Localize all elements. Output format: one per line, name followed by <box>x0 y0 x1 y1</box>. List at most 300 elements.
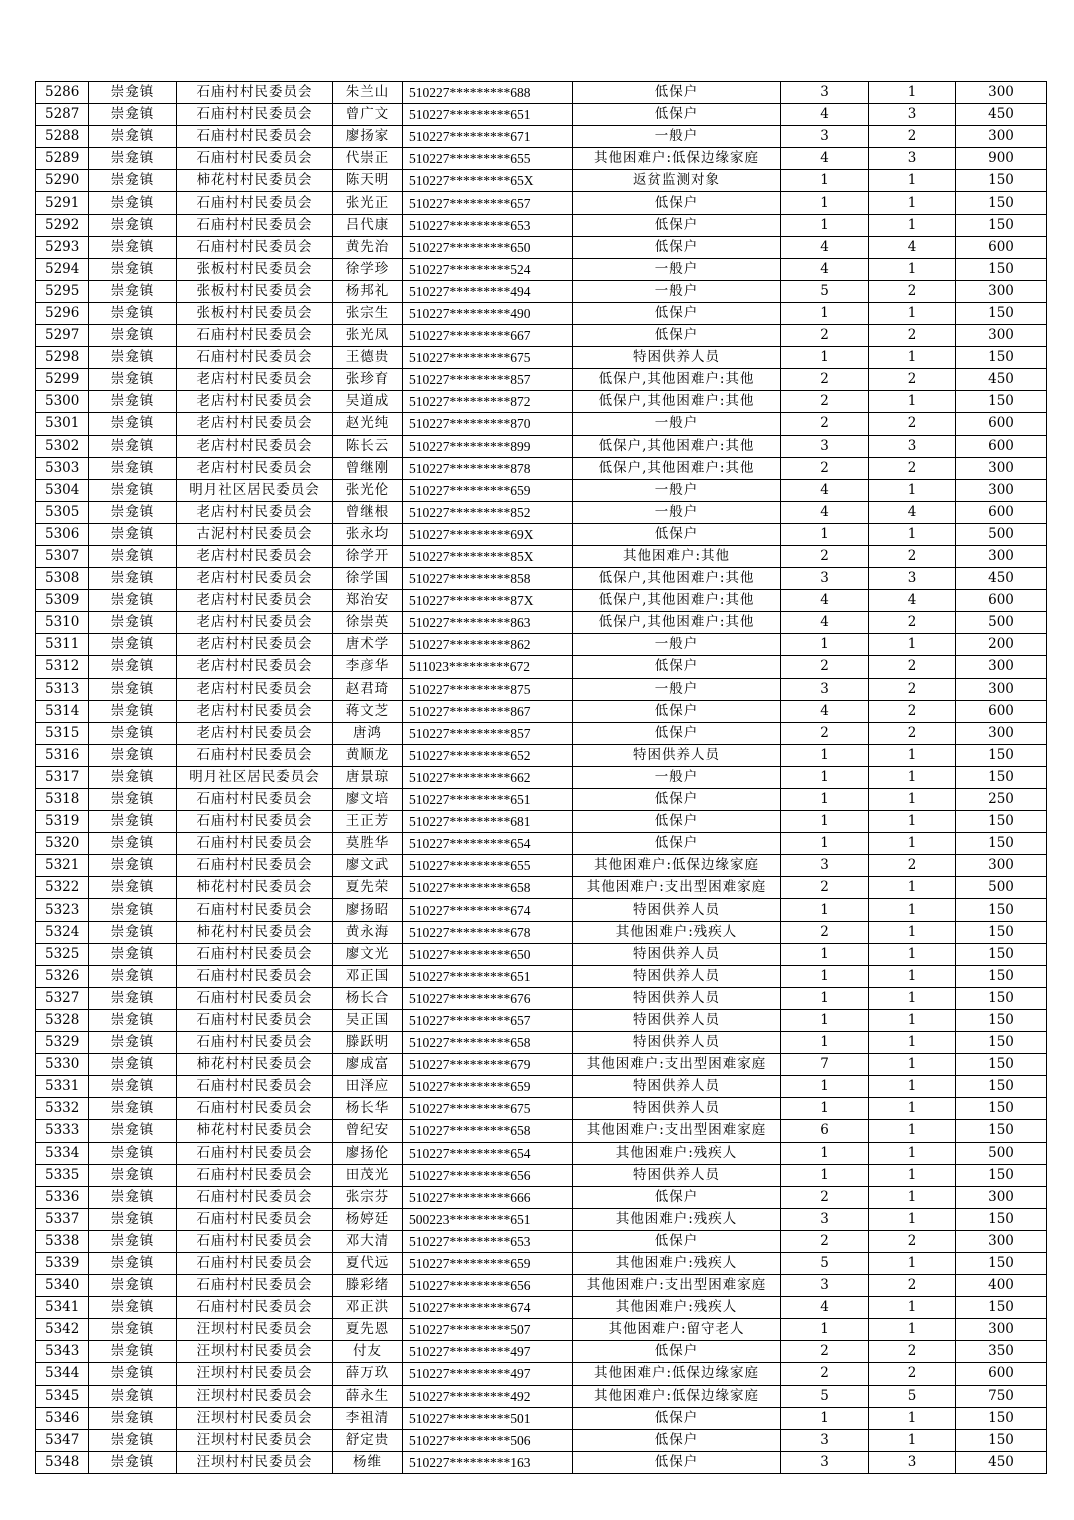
table-row <box>36 1252 1047 1274</box>
cell-id-number: 510227*********69X <box>403 523 573 545</box>
cell-village-committee: 张板村村民委员会 <box>177 302 333 324</box>
cell-id-number: 510227*********651 <box>403 104 573 126</box>
cell-family-size: 1 <box>781 965 869 987</box>
cell-village-committee: 老店村村民委员会 <box>177 501 333 523</box>
cell-amount: 150 <box>956 1297 1047 1319</box>
cell-id-number: 510227*********688 <box>403 82 573 104</box>
cell-serial-number: 5313 <box>36 678 89 700</box>
cell-amount: 150 <box>956 347 1047 369</box>
cell-household-type: 低保户,其他困难户:其他 <box>573 369 781 391</box>
cell-household-type: 特困供养人员 <box>573 943 781 965</box>
cell-family-size: 2 <box>781 457 869 479</box>
cell-village-committee: 汪坝村村民委员会 <box>177 1451 333 1473</box>
cell-household-type: 低保户 <box>573 1186 781 1208</box>
cell-village-committee: 张板村村民委员会 <box>177 258 333 280</box>
cell-family-size: 2 <box>781 1363 869 1385</box>
table-row <box>36 1098 1047 1120</box>
table-row <box>36 1009 1047 1031</box>
cell-town: 崇龛镇 <box>89 435 177 457</box>
cell-family-size: 4 <box>781 104 869 126</box>
cell-town: 崇龛镇 <box>89 170 177 192</box>
cell-village-committee: 石庙村村民委员会 <box>177 789 333 811</box>
cell-beneficiary-count: 1 <box>869 987 956 1009</box>
cell-village-committee: 石庙村村民委员会 <box>177 811 333 833</box>
cell-village-committee: 石庙村村民委员会 <box>177 1098 333 1120</box>
cell-serial-number: 5316 <box>36 744 89 766</box>
cell-amount: 150 <box>956 1208 1047 1230</box>
cell-amount: 300 <box>956 678 1047 700</box>
cell-person-name: 廖扬家 <box>333 126 403 148</box>
cell-town: 崇龛镇 <box>89 457 177 479</box>
cell-amount: 150 <box>956 965 1047 987</box>
cell-person-name: 滕彩绪 <box>333 1275 403 1297</box>
cell-serial-number: 5317 <box>36 766 89 788</box>
cell-amount: 150 <box>956 1164 1047 1186</box>
table-row <box>36 678 1047 700</box>
cell-amount: 150 <box>956 391 1047 413</box>
cell-village-committee: 老店村村民委员会 <box>177 634 333 656</box>
table-row <box>36 302 1047 324</box>
cell-person-name: 郑治安 <box>333 590 403 612</box>
cell-village-committee: 老店村村民委员会 <box>177 656 333 678</box>
cell-beneficiary-count: 1 <box>869 479 956 501</box>
table-row <box>36 899 1047 921</box>
table-row <box>36 811 1047 833</box>
cell-beneficiary-count: 2 <box>869 457 956 479</box>
cell-id-number: 510227*********674 <box>403 1297 573 1319</box>
cell-family-size: 4 <box>781 479 869 501</box>
cell-id-number: 510227*********656 <box>403 1275 573 1297</box>
cell-village-committee: 石庙村村民委员会 <box>177 965 333 987</box>
cell-household-type: 其他困难户:残疾人 <box>573 1142 781 1164</box>
table-row <box>36 921 1047 943</box>
cell-family-size: 1 <box>781 347 869 369</box>
cell-town: 崇龛镇 <box>89 568 177 590</box>
cell-village-committee: 老店村村民委员会 <box>177 545 333 567</box>
cell-town: 崇龛镇 <box>89 479 177 501</box>
cell-amount: 600 <box>956 413 1047 435</box>
cell-serial-number: 5329 <box>36 1032 89 1054</box>
cell-serial-number: 5340 <box>36 1275 89 1297</box>
cell-family-size: 2 <box>781 1230 869 1252</box>
cell-id-number: 510227*********675 <box>403 1098 573 1120</box>
cell-beneficiary-count: 1 <box>869 82 956 104</box>
cell-household-type: 其他困难户:低保边缘家庭 <box>573 855 781 877</box>
cell-amount: 150 <box>956 1429 1047 1451</box>
cell-village-committee: 石庙村村民委员会 <box>177 899 333 921</box>
table-row <box>36 1054 1047 1076</box>
record-table-container <box>35 81 1046 1474</box>
cell-village-committee: 柿花村村民委员会 <box>177 877 333 899</box>
cell-town: 崇龛镇 <box>89 1429 177 1451</box>
cell-beneficiary-count: 4 <box>869 501 956 523</box>
cell-village-committee: 石庙村村民委员会 <box>177 1142 333 1164</box>
cell-town: 崇龛镇 <box>89 258 177 280</box>
cell-person-name: 廖文武 <box>333 855 403 877</box>
cell-beneficiary-count: 1 <box>869 1319 956 1341</box>
cell-town: 崇龛镇 <box>89 943 177 965</box>
cell-amount: 300 <box>956 1186 1047 1208</box>
cell-town: 崇龛镇 <box>89 302 177 324</box>
cell-village-committee: 石庙村村民委员会 <box>177 82 333 104</box>
cell-family-size: 1 <box>781 1407 869 1429</box>
cell-family-size: 2 <box>781 722 869 744</box>
cell-village-committee: 石庙村村民委员会 <box>177 192 333 214</box>
cell-person-name: 张光凤 <box>333 325 403 347</box>
table-row <box>36 104 1047 126</box>
cell-beneficiary-count: 4 <box>869 590 956 612</box>
cell-amount: 150 <box>956 833 1047 855</box>
cell-id-number: 510227*********657 <box>403 1009 573 1031</box>
cell-town: 崇龛镇 <box>89 766 177 788</box>
cell-town: 崇龛镇 <box>89 855 177 877</box>
cell-family-size: 1 <box>781 634 869 656</box>
table-row <box>36 1164 1047 1186</box>
cell-town: 崇龛镇 <box>89 1076 177 1098</box>
cell-family-size: 2 <box>781 369 869 391</box>
cell-amount: 150 <box>956 766 1047 788</box>
cell-beneficiary-count: 1 <box>869 1076 956 1098</box>
cell-town: 崇龛镇 <box>89 1009 177 1031</box>
cell-amount: 150 <box>956 1032 1047 1054</box>
cell-person-name: 薛永生 <box>333 1385 403 1407</box>
cell-person-name: 黄永海 <box>333 921 403 943</box>
cell-village-committee: 石庙村村民委员会 <box>177 347 333 369</box>
cell-serial-number: 5345 <box>36 1385 89 1407</box>
cell-amount: 150 <box>956 987 1047 1009</box>
cell-town: 崇龛镇 <box>89 744 177 766</box>
cell-amount: 150 <box>956 1098 1047 1120</box>
cell-town: 崇龛镇 <box>89 811 177 833</box>
cell-family-size: 1 <box>781 1009 869 1031</box>
cell-serial-number: 5346 <box>36 1407 89 1429</box>
cell-id-number: 510227*********666 <box>403 1186 573 1208</box>
table-row <box>36 523 1047 545</box>
cell-household-type: 其他困难户:残疾人 <box>573 1208 781 1230</box>
cell-serial-number: 5323 <box>36 899 89 921</box>
cell-household-type: 返贫监测对象 <box>573 170 781 192</box>
cell-village-committee: 老店村村民委员会 <box>177 413 333 435</box>
cell-town: 崇龛镇 <box>89 369 177 391</box>
cell-id-number: 510227*********490 <box>403 302 573 324</box>
cell-id-number: 510227*********658 <box>403 1120 573 1142</box>
cell-household-type: 特困供养人员 <box>573 899 781 921</box>
cell-village-committee: 石庙村村民委员会 <box>177 744 333 766</box>
cell-person-name: 李彦华 <box>333 656 403 678</box>
table-row <box>36 214 1047 236</box>
table-row <box>36 391 1047 413</box>
cell-amount: 450 <box>956 568 1047 590</box>
cell-family-size: 3 <box>781 568 869 590</box>
cell-village-committee: 石庙村村民委员会 <box>177 1252 333 1274</box>
cell-person-name: 邓正洪 <box>333 1297 403 1319</box>
cell-person-name: 邓大清 <box>333 1230 403 1252</box>
cell-family-size: 6 <box>781 1120 869 1142</box>
cell-serial-number: 5319 <box>36 811 89 833</box>
cell-town: 崇龛镇 <box>89 833 177 855</box>
cell-id-number: 510227*********506 <box>403 1429 573 1451</box>
cell-village-committee: 汪坝村村民委员会 <box>177 1363 333 1385</box>
cell-id-number: 510227*********654 <box>403 1142 573 1164</box>
cell-serial-number: 5336 <box>36 1186 89 1208</box>
cell-id-number: 510227*********163 <box>403 1451 573 1473</box>
cell-serial-number: 5342 <box>36 1319 89 1341</box>
cell-household-type: 一般户 <box>573 479 781 501</box>
cell-town: 崇龛镇 <box>89 1098 177 1120</box>
cell-serial-number: 5318 <box>36 789 89 811</box>
cell-family-size: 1 <box>781 899 869 921</box>
cell-person-name: 赵君琦 <box>333 678 403 700</box>
table-row <box>36 501 1047 523</box>
cell-family-size: 5 <box>781 1252 869 1274</box>
cell-serial-number: 5302 <box>36 435 89 457</box>
cell-household-type: 低保户 <box>573 722 781 744</box>
cell-village-committee: 石庙村村民委员会 <box>177 855 333 877</box>
cell-household-type: 特困供养人员 <box>573 744 781 766</box>
table-row <box>36 435 1047 457</box>
cell-serial-number: 5344 <box>36 1363 89 1385</box>
cell-id-number: 510227*********653 <box>403 214 573 236</box>
cell-person-name: 吴正国 <box>333 1009 403 1031</box>
cell-family-size: 2 <box>781 877 869 899</box>
cell-household-type: 低保户 <box>573 192 781 214</box>
cell-household-type: 低保户 <box>573 1451 781 1473</box>
cell-amount: 150 <box>956 302 1047 324</box>
cell-beneficiary-count: 2 <box>869 855 956 877</box>
cell-beneficiary-count: 1 <box>869 1429 956 1451</box>
cell-beneficiary-count: 2 <box>869 545 956 567</box>
cell-family-size: 2 <box>781 413 869 435</box>
table-row <box>36 943 1047 965</box>
cell-town: 崇龛镇 <box>89 987 177 1009</box>
cell-household-type: 其他困难户:支出型困难家庭 <box>573 1120 781 1142</box>
cell-id-number: 510227*********658 <box>403 1032 573 1054</box>
cell-amount: 150 <box>956 258 1047 280</box>
cell-village-committee: 柿花村村民委员会 <box>177 170 333 192</box>
cell-beneficiary-count: 1 <box>869 877 956 899</box>
cell-beneficiary-count: 2 <box>869 1363 956 1385</box>
table-row <box>36 634 1047 656</box>
cell-family-size: 2 <box>781 325 869 347</box>
cell-village-committee: 张板村村民委员会 <box>177 280 333 302</box>
cell-household-type: 一般户 <box>573 501 781 523</box>
cell-serial-number: 5309 <box>36 590 89 612</box>
cell-id-number: 510227*********867 <box>403 700 573 722</box>
cell-beneficiary-count: 1 <box>869 170 956 192</box>
table-row <box>36 258 1047 280</box>
cell-town: 崇龛镇 <box>89 700 177 722</box>
cell-beneficiary-count: 2 <box>869 612 956 634</box>
cell-beneficiary-count: 1 <box>869 1142 956 1164</box>
cell-village-committee: 老店村村民委员会 <box>177 435 333 457</box>
cell-town: 崇龛镇 <box>89 1451 177 1473</box>
cell-amount: 500 <box>956 877 1047 899</box>
cell-id-number: 510227*********662 <box>403 766 573 788</box>
cell-serial-number: 5332 <box>36 1098 89 1120</box>
cell-person-name: 陈天明 <box>333 170 403 192</box>
cell-beneficiary-count: 3 <box>869 568 956 590</box>
cell-id-number: 510227*********676 <box>403 987 573 1009</box>
cell-amount: 300 <box>956 280 1047 302</box>
cell-person-name: 李祖清 <box>333 1407 403 1429</box>
cell-household-type: 一般户 <box>573 678 781 700</box>
cell-town: 崇龛镇 <box>89 1407 177 1429</box>
cell-serial-number: 5307 <box>36 545 89 567</box>
cell-id-number: 510227*********872 <box>403 391 573 413</box>
cell-household-type: 特困供养人员 <box>573 1032 781 1054</box>
cell-serial-number: 5334 <box>36 1142 89 1164</box>
cell-serial-number: 5335 <box>36 1164 89 1186</box>
cell-village-committee: 汪坝村村民委员会 <box>177 1385 333 1407</box>
cell-id-number: 510227*********657 <box>403 192 573 214</box>
table-row <box>36 612 1047 634</box>
cell-village-committee: 石庙村村民委员会 <box>177 943 333 965</box>
cell-id-number: 510227*********857 <box>403 722 573 744</box>
cell-household-type: 特困供养人员 <box>573 1164 781 1186</box>
cell-amount: 900 <box>956 148 1047 170</box>
cell-household-type: 低保户,其他困难户:其他 <box>573 590 781 612</box>
cell-beneficiary-count: 1 <box>869 192 956 214</box>
cell-family-size: 1 <box>781 1032 869 1054</box>
cell-beneficiary-count: 1 <box>869 921 956 943</box>
cell-id-number: 510227*********659 <box>403 1252 573 1274</box>
cell-village-committee: 古泥村村民委员会 <box>177 523 333 545</box>
cell-beneficiary-count: 2 <box>869 722 956 744</box>
cell-village-committee: 老店村村民委员会 <box>177 457 333 479</box>
cell-village-committee: 石庙村村民委员会 <box>177 148 333 170</box>
cell-amount: 150 <box>956 192 1047 214</box>
cell-town: 崇龛镇 <box>89 1208 177 1230</box>
cell-beneficiary-count: 1 <box>869 1252 956 1274</box>
cell-amount: 150 <box>956 811 1047 833</box>
cell-town: 崇龛镇 <box>89 413 177 435</box>
cell-serial-number: 5337 <box>36 1208 89 1230</box>
cell-person-name: 吕代康 <box>333 214 403 236</box>
table-row <box>36 1429 1047 1451</box>
cell-family-size: 2 <box>781 545 869 567</box>
cell-family-size: 4 <box>781 501 869 523</box>
cell-family-size: 1 <box>781 192 869 214</box>
cell-town: 崇龛镇 <box>89 590 177 612</box>
cell-id-number: 511023*********672 <box>403 656 573 678</box>
cell-household-type: 特困供养人员 <box>573 347 781 369</box>
cell-person-name: 蒋文芝 <box>333 700 403 722</box>
cell-id-number: 510227*********497 <box>403 1341 573 1363</box>
cell-town: 崇龛镇 <box>89 280 177 302</box>
cell-serial-number: 5297 <box>36 325 89 347</box>
cell-id-number: 510227*********650 <box>403 943 573 965</box>
cell-serial-number: 5291 <box>36 192 89 214</box>
cell-person-name: 杨长华 <box>333 1098 403 1120</box>
cell-village-committee: 汪坝村村民委员会 <box>177 1319 333 1341</box>
cell-serial-number: 5324 <box>36 921 89 943</box>
cell-person-name: 杨维 <box>333 1451 403 1473</box>
cell-household-type: 特困供养人员 <box>573 1009 781 1031</box>
cell-household-type: 低保户,其他困难户:其他 <box>573 391 781 413</box>
cell-id-number: 510227*********650 <box>403 236 573 258</box>
table-row <box>36 347 1047 369</box>
cell-family-size: 3 <box>781 678 869 700</box>
cell-household-type: 一般户 <box>573 126 781 148</box>
cell-village-committee: 石庙村村民委员会 <box>177 1275 333 1297</box>
cell-family-size: 1 <box>781 1076 869 1098</box>
cell-id-number: 510227*********655 <box>403 855 573 877</box>
cell-person-name: 夏先荣 <box>333 877 403 899</box>
cell-person-name: 徐崇英 <box>333 612 403 634</box>
cell-household-type: 低保户 <box>573 656 781 678</box>
cell-village-committee: 石庙村村民委员会 <box>177 126 333 148</box>
cell-serial-number: 5338 <box>36 1230 89 1252</box>
cell-serial-number: 5292 <box>36 214 89 236</box>
cell-town: 崇龛镇 <box>89 612 177 634</box>
cell-person-name: 廖文培 <box>333 789 403 811</box>
cell-town: 崇龛镇 <box>89 545 177 567</box>
cell-person-name: 杨婷廷 <box>333 1208 403 1230</box>
cell-family-size: 4 <box>781 700 869 722</box>
cell-id-number: 510227*********679 <box>403 1054 573 1076</box>
cell-person-name: 曾继刚 <box>333 457 403 479</box>
cell-serial-number: 5347 <box>36 1429 89 1451</box>
table-row <box>36 1385 1047 1407</box>
table-row <box>36 855 1047 877</box>
cell-village-committee: 石庙村村民委员会 <box>177 1208 333 1230</box>
cell-beneficiary-count: 2 <box>869 700 956 722</box>
cell-family-size: 1 <box>781 943 869 965</box>
cell-id-number: 510227*********501 <box>403 1407 573 1429</box>
cell-serial-number: 5310 <box>36 612 89 634</box>
cell-beneficiary-count: 1 <box>869 258 956 280</box>
cell-id-number: 510227*********852 <box>403 501 573 523</box>
cell-beneficiary-count: 1 <box>869 1098 956 1120</box>
cell-person-name: 徐学珍 <box>333 258 403 280</box>
cell-family-size: 3 <box>781 126 869 148</box>
cell-beneficiary-count: 3 <box>869 435 956 457</box>
cell-id-number: 510227*********651 <box>403 789 573 811</box>
cell-family-size: 1 <box>781 833 869 855</box>
cell-amount: 150 <box>956 170 1047 192</box>
cell-serial-number: 5327 <box>36 987 89 1009</box>
cell-family-size: 1 <box>781 302 869 324</box>
cell-person-name: 唐术学 <box>333 634 403 656</box>
cell-amount: 500 <box>956 1142 1047 1164</box>
cell-serial-number: 5315 <box>36 722 89 744</box>
cell-amount: 150 <box>956 1252 1047 1274</box>
cell-serial-number: 5308 <box>36 568 89 590</box>
cell-household-type: 特困供养人员 <box>573 1098 781 1120</box>
cell-village-committee: 老店村村民委员会 <box>177 678 333 700</box>
table-row <box>36 1319 1047 1341</box>
cell-village-committee: 老店村村民委员会 <box>177 700 333 722</box>
cell-family-size: 4 <box>781 1297 869 1319</box>
cell-serial-number: 5326 <box>36 965 89 987</box>
table-row <box>36 1032 1047 1054</box>
cell-beneficiary-count: 4 <box>869 236 956 258</box>
cell-serial-number: 5289 <box>36 148 89 170</box>
cell-amount: 300 <box>956 325 1047 347</box>
table-row <box>36 1297 1047 1319</box>
cell-person-name: 王德贵 <box>333 347 403 369</box>
cell-id-number: 510227*********857 <box>403 369 573 391</box>
cell-amount: 300 <box>956 457 1047 479</box>
cell-person-name: 徐学开 <box>333 545 403 567</box>
cell-household-type: 低保户 <box>573 104 781 126</box>
table-row <box>36 126 1047 148</box>
cell-person-name: 廖文光 <box>333 943 403 965</box>
cell-village-committee: 汪坝村村民委员会 <box>177 1341 333 1363</box>
cell-household-type: 低保户 <box>573 214 781 236</box>
cell-amount: 250 <box>956 789 1047 811</box>
cell-person-name: 夏代远 <box>333 1252 403 1274</box>
